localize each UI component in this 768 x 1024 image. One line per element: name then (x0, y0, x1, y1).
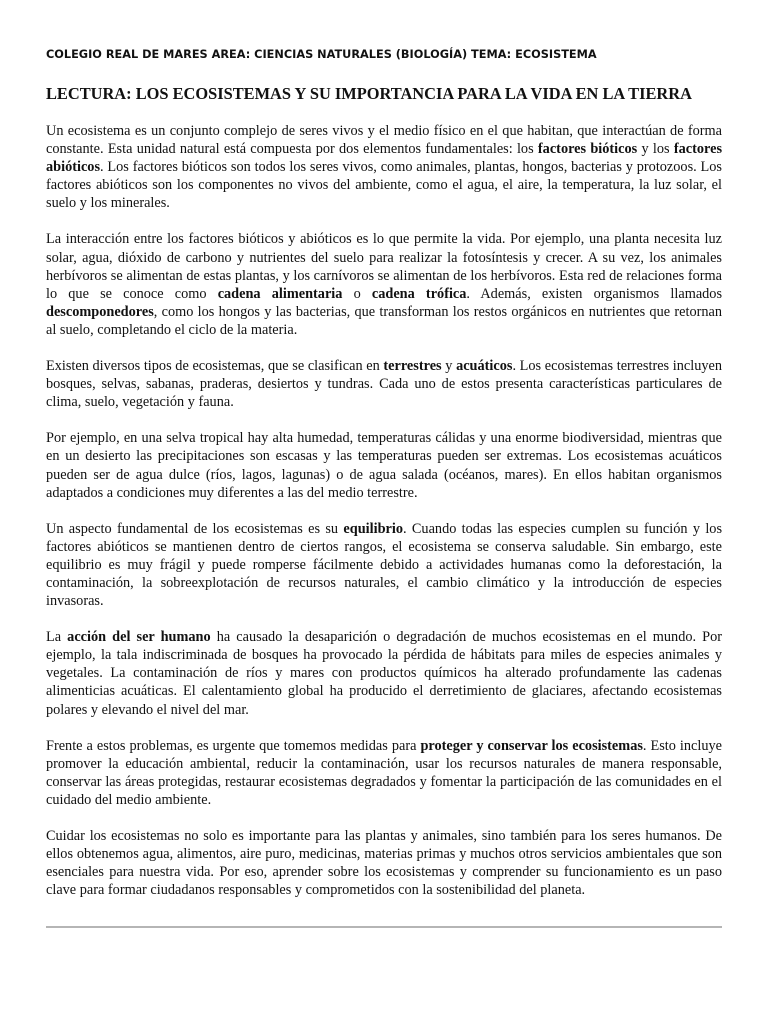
paragraph-7 (46, 737, 722, 809)
term-factores-bioticos: factores bióticos (537, 141, 638, 158)
paragraph-2-text: . Además, existen organismos llamados (466, 285, 723, 302)
paragraph-7-text: . Esto incluye promover la educación ambiental, reducir la contaminación, usar los recursos naturales de manera responsable, conservar las áreas protegidas, restaurar ecosistemas degradados y fomentar la participación de las comunidades en el cuidado del medio ambiente. (46, 737, 722, 808)
paragraph-6-text: ha causado la desaparición o degradación de muchos ecosistemas en el mundo. Por ejemplo, la tala indiscriminada de bosques ha provocado la pérdida de hábitats para miles de especies animales y vegetales. La contaminación de ríos y mares con productos químicos ha alterado profundamente las cadenas alimenticias acuáticas. El calentamiento global ha producido el derretimiento de glaciares, afectando ecosistemas polares y elevando el nivel del mar. (46, 629, 723, 718)
paragraph-5-text: Un aspecto fundamental de los ecosistemas es su (46, 520, 344, 537)
bottom-divider (46, 926, 722, 928)
paragraph-1-text: y los (637, 141, 674, 158)
paragraph-2 (46, 230, 722, 339)
paragraph-1-text: . Los factores bióticos son todos los seres vivos, como animales, plantas, hongos, bacterias y protozoos. Los factores abióticos son los componentes no vivos del ambiente, como el agua, el aire, la temperatura, la luz solar, el suelo y los minerales. (46, 159, 722, 212)
paragraph-8-text: Cuidar los ecosistemas no solo es importante para las plantas y animales, sino también para los seres humanos. De ellos obtenemos agua, alimentos, aire puro, medicinas, materias primas y muchos otros servicios ambientales que son esenciales para nuestra vida. Por eso, aprender sobre los ecosistemas y comprender su funcionamiento es un paso clave para formar ciudadanos responsables y comprometidos con la sostenibilidad del planeta. (46, 828, 722, 899)
term-accion-ser-humano: acción del ser humano (67, 629, 211, 646)
paragraph-6 (46, 628, 722, 718)
paragraph-2-text: o (342, 285, 372, 302)
paragraph-5 (46, 520, 722, 610)
term-equilibrio: equilibrio (343, 520, 403, 537)
page-title: LECTURA: LOS ECOSISTEMAS Y SU IMPORTANCIA PARA LA VIDA EN LA TIERRA (46, 84, 692, 103)
paragraph-5-text: . Cuando todas las especies cumplen su función y los factores abióticos se mantienen dentro de ciertos rangos, el ecosistema se conserva saludable. Sin embargo, este equilibrio es muy frágil y puede romperse fácilmente debido a actividades humanas como la deforestación, la contaminación, la sobreexplotación de recursos naturales, el cambio climático y la introducción de especies invasoras. (46, 520, 723, 610)
term-factores-abioticos: factores abióticos (46, 141, 723, 176)
paragraph-6-text: La (46, 629, 68, 646)
paragraph-3 (46, 357, 722, 411)
paragraph-7-text: Frente a estos problemas, es urgente que tomemos medidas para (46, 737, 421, 754)
paragraph-1-text: Un ecosistema es un conjunto complejo de seres vivos y el medio físico en el que habitan, que interactúan de forma constante. Esta unidad natural está compuesta por dos elementos fundamentales: los (46, 123, 722, 158)
paragraph-1 (46, 122, 722, 212)
term-acuaticos: acuáticos (456, 358, 513, 375)
term-cadena-trofica: cadena trófica (371, 285, 467, 302)
paragraph-3-text: y (441, 358, 457, 375)
reading-body (46, 122, 722, 917)
paragraph-4-text: Por ejemplo, en una selva tropical hay alta humedad, temperaturas cálidas y una enorme biodiversidad, mientras que en un desierto las precipitaciones son escasas y las temperaturas pueden ser extremas. Los ecosistemas acuáticos pueden ser de agua dulce (ríos, lagos, lagunas) o de agua salada (océanos, mares). En ellos habitan organismos adaptados a condiciones muy diferentes a las del medio terrestre. (46, 430, 722, 501)
term-proteger-conservar: proteger y conservar los ecosistemas (420, 737, 643, 754)
document-header: COLEGIO REAL DE MARES AREA: CIENCIAS NATURALES (BIOLOGÍA) TEMA: ECOSISTEMA (46, 48, 597, 61)
term-terrestres: terrestres (383, 358, 442, 375)
paragraph-2-text: , como los hongos y las bacterias, que transforman los restos orgánicos en nutrientes que retornan al suelo, completando el ciclo de la materia. (46, 303, 722, 338)
term-cadena-alimentaria: cadena alimentaria (217, 285, 343, 302)
paragraph-3-text: . Los ecosistemas terrestres incluyen bosques, selvas, sabanas, praderas, desiertos y tundras. Cada uno de estos presenta características particulares de clima, suelo, vegetación y fauna. (46, 358, 722, 411)
paragraph-3-text: Existen diversos tipos de ecosistemas, que se clasifican en (46, 358, 384, 375)
term-descomponedores: descomponedores (46, 303, 154, 320)
paragraph-4 (46, 429, 722, 501)
paragraph-8 (46, 827, 722, 899)
paragraph-2-text: La interacción entre los factores bióticos y abióticos es lo que permite la vida. Por ejemplo, una planta necesita luz solar, agua, dióxido de carbono y nutrientes del suelo para realizar la fotosíntesis y crecer. A su vez, los animales herbívoros se alimentan de estas plantas, y los carnívoros se alimentan de los herbívoros. Esta red de relaciones forma lo que se conoce como (46, 231, 722, 302)
